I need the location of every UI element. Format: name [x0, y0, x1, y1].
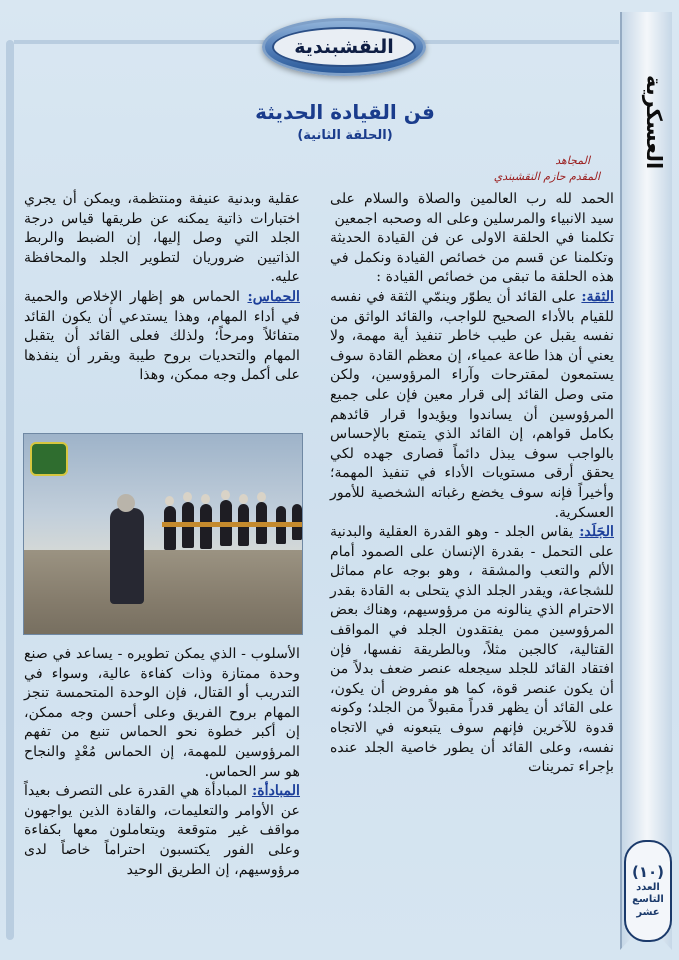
magazine-logo-text: النقشبندية — [272, 27, 416, 67]
trust-paragraph — [330, 288, 614, 523]
fighter-head — [201, 494, 210, 504]
endurance-paragraph — [330, 523, 614, 778]
article-title: فن القيادة الحديثة — [255, 100, 435, 124]
leader-head — [117, 494, 135, 512]
fighter-head — [221, 490, 230, 500]
issue-number: (١٠) — [631, 862, 665, 881]
fighter-head — [183, 492, 192, 502]
intro-paragraph: الحمد لله رب العالمين والصلاة والسلام على سيد الانبياء والمرسلين وعلى اله وصحبه اجمعين — [330, 191, 614, 227]
issue-label: العدد — [636, 881, 660, 893]
magazine-logo — [262, 18, 426, 76]
endurance-continued: عقلية وبدنية عنيفة ومنتظمة، ويمكن أن يجري اختبارات ذاتية يمكنه عن طريقها قياس درجة الجلد التي وصل إليها، إن الضبط والربط الذاتيين ضروريان لتطوير الجلد والمحافظة عليه. — [24, 191, 300, 286]
photo-ground — [24, 550, 302, 634]
enthusiasm-paragraph — [24, 288, 300, 386]
author-title: المجاهد — [555, 154, 590, 167]
endurance-heading: الجَلَد: — [579, 524, 614, 541]
section-label: العسكرية — [642, 74, 666, 170]
fighter-head — [239, 494, 248, 504]
training-photo — [23, 433, 303, 635]
issue-badge — [624, 840, 672, 942]
enthusiasm-text: الحماس هو إظهار الإخلاص والحمية في أداء المهام، وهذا يستدعي أن يكون القائد متفائلاً ومرحاً؛ ولذلك فعلى القائد أن يتقبل المهام والتحديات بروح طيبة ويقرر أن ينفذها على أكمل وجه ممكن، وهذا — [24, 288, 300, 384]
initiative-heading: المبادأة: — [251, 783, 300, 800]
author-name: المقدم حازم النقشبندي — [493, 170, 600, 183]
fighter-head — [165, 496, 174, 506]
page-frame-left — [6, 40, 14, 940]
fighter-head — [257, 492, 266, 502]
fighter-figure — [164, 506, 176, 550]
right-column — [330, 190, 614, 778]
article-subtitle: (الحلقة الثانية) — [297, 128, 393, 143]
leader-figure — [110, 508, 144, 604]
initiative-paragraph — [24, 782, 300, 880]
issue-ordinal-1: التاسع — [632, 894, 664, 906]
left-column-top — [24, 190, 300, 386]
initiative-text: المبادأة هي القدرة على التصرف بعيداً عن الأوامر والتعليمات، والقادة الذين يواجهون مواقف غير متوقعة ويتعاملون معها بكفاءة وعلى الفور يكتسبون احتراماً خاصاً لدى مرؤوسيهم، إن الطريق الوحيد — [24, 783, 300, 878]
trust-heading: الثقة: — [581, 288, 614, 305]
enthusiasm-heading: الحماس: — [247, 288, 300, 305]
issue-ordinal-2: عشر — [636, 906, 660, 918]
fighter-sash — [162, 522, 302, 527]
trust-text: على القائد أن يطوّر وينمّي الثقة في نفسه للقيام بالأداء الصحيح للواجب، والقائد الواثق من نفسه يقبل عن طيب خاطر تنفيذ أية مهمة، ولا يعني أن هذا طاعة عمياء، إن معظم القادة سوف يستمعون لمقترحات وآراء المرؤوسين، ولكن متى وصل القائد إلى قرار معين فإن على جميع المرؤوسين أن يساندوا ويؤيدوا قرار قائدهم بكامل قواهم، إن القائد الذي يتمتع بالإحساس بالواجب سوف يبذل دائماً قصارى جهده لكي يحقق أرقى مستويات الأداء في تنفيذ المهمة؛ وأخيراً فإنه سوف يخضع رغباته الشخصية للأمور العسكرية. — [330, 288, 614, 521]
recap-paragraph: تكلمنا في الحلقة الاولى عن فن القيادة الحديثة وتكلمنا عن قسم من خصائص القيادة ونكمل في هذه الحلقة ما تبقى من خصائص القيادة : — [330, 230, 614, 286]
photo-watermark-logo — [30, 442, 68, 476]
endurance-text: يقاس الجلد - وهو القدرة العقلية والبدنية على التحمل - بقدرة الإنسان على الصمود أمام الألم والتعب والمشقة ، وهو بوجه عام مماثل للشجاعة، ويقدر الجلد الذي يتحلى به القادة بقدر الاحترام الذي ينالونه من مرؤوسيهم، وهناك بعض المرؤوسين ممن يفتقدون الجلد في المواقف القتالية، كالجبن مثلاً، وبالطريقة نفسها، فإن افتقاد القائد للجلد سيجعله عنصر ضعف بدلاً من أن يكون عنصر قوة، كما هو مفروض أن يكون، على القائد أن يظهر قدراً مقبولاً من الجلد؛ وكونه قدوة للآخرين فإنهم سوف يتبعونه في الاتجاه نفسه، وعلى القائد أن يطور خاصية الجلد عنده بإجراء تمرينات — [330, 524, 614, 776]
left-column-bottom — [24, 645, 300, 880]
enthusiasm-continued: الأسلوب - الذي يمكن تطويره - يساعد في صنع وحدة ممتازة وذات كفاءة عالية، وسواء في التدريب أو القتال، فإن الوحدة المتحمسة تنجز المهام بروح الفريق وعلى أحسن وجه ممكن، إن أكبر خطوة نحو الحماس تنبع من تفهم المرؤوسين للمهمة، إن الحماس مُعْدٍ والنجاح هو سر الحماس. — [24, 646, 300, 780]
